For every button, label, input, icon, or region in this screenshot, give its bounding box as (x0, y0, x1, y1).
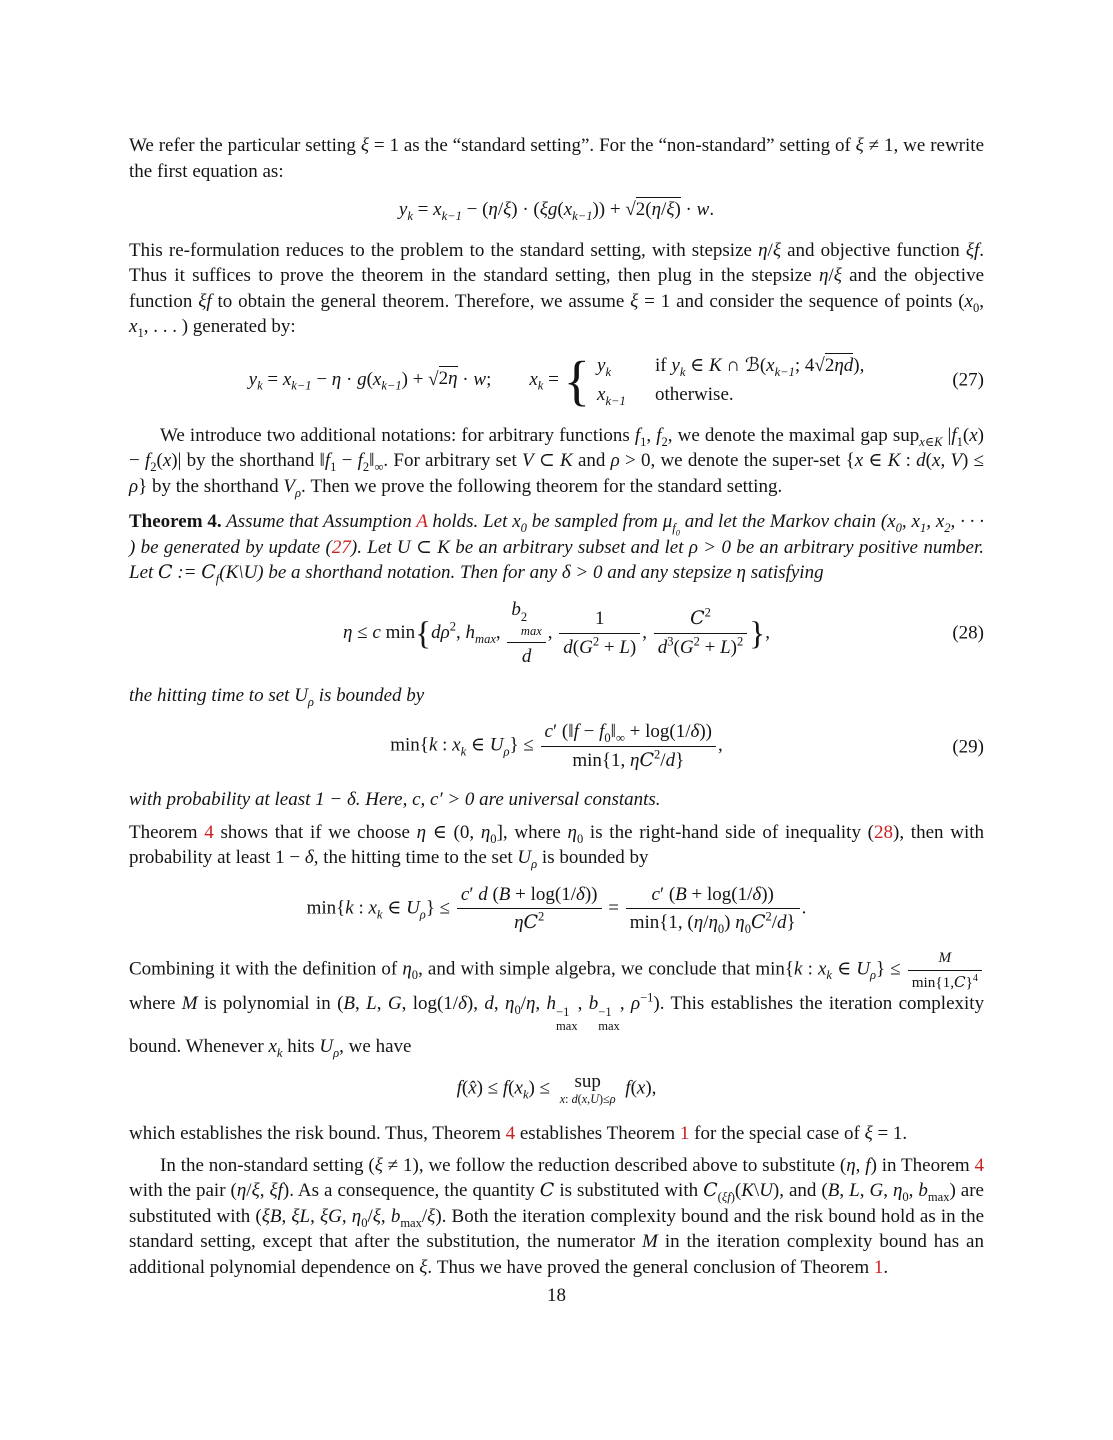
equation-27 (129, 349, 984, 411)
paragraph-nonstandard: In the non-standard setting (ξ ≠ 1), we follow the reduction described above to substitute (η, f) in Theorem 4 with the pair (η/ξ, ξf). As a consequence, the quantity C is substituted with $C_{(\xi f)}(K\backslash U)$, and (B, L, G, $\eta_0$, $b_{max}$) are substituted with (ξB, ξL, ξG, $\eta_0/\xi$, $b_{max}/\xi$). Both the iteration complexity bound and the risk bound hold as in the standard setting, except that after the substitution, the numerator M in the iteration complexity bound has an additional polynomial dependence on ξ. Thus we have proved the general conclusion of Theorem 1. (129, 1154, 985, 1278)
page-number: 18 (547, 1285, 566, 1306)
equation-rewrite-body: $y_k = x_{k-1} - (\eta/\xi) \cdot (\xi g(x_{k-1})) + √2(\eta/\xi) \cdot w$. (398, 199, 715, 223)
paragraph-reformulation: This re-formulation reduces to the problem to the standard setting, with stepsize η/ξ and objective function ξf. Thus it suffices to prove the theorem in the standard setting, then plug in the stepsize η/ξ and the objective function ξf to obtain the general theorem. Therefore, we assume ξ = 1 and consider the sequence of points ($x_0$, $x_1$, . . . ) generated by: (129, 239, 985, 340)
equation-number-27: (27) (952, 369, 984, 391)
theorem-4-text: Assume that Assumption A holds. Let $x_0$ be sampled from $\mu_{f_0}$ and let the Markov chain ($x_0$, $x_1$, $x_2$, · · · ) be generated by update (27). Let U ⊂ K be an arbitrary subset and let ρ > 0 be an arbitrary positive number. Let C := $C_f(K\backslash U)$ be a shorthand notation. Then for any δ > 0 and any stepsize η satisfying (129, 511, 985, 586)
equation-28 (129, 599, 984, 668)
equation-hitting-bound-body: min{k : $x_k$ ∈ $U_\rho$} ≤ $\frac{c' d (B + \log(1/\delta))}{\eta C^2}$ = $\frac{c' (B + \log(1/\delta))}{\min\{1, (\eta/\eta_0) \eta_0C^2/d\}}$ . (306, 883, 807, 937)
equation-28-body: η ≤ c $\min\{d\rho^2$, $h_{max}$, b 2 max d , $\frac{1}{d(G^2 + L)}$ , $\frac{C^2}{d^3(G^2 + L)^2}$ }, (343, 598, 770, 668)
ref-equation-28[interactable]: 28 (874, 821, 893, 843)
paragraph-intro: We refer the particular setting ξ = 1 as the “standard setting”. For the “non-standard” setting of ξ ≠ 1, we rewrite the first equation as: (129, 135, 984, 182)
ref-theorem-4[interactable]: 4 (204, 821, 214, 843)
theorem-4-probability-text: with probability at least 1 − δ. Here, c, c′ > 0 are universal constants. (129, 789, 661, 811)
paragraph-notations: We introduce two additional notations: for arbitrary functions $f_1$, $f_2$, we denote the maximal gap sup$_{x\in K}$ $|f_1(x) - f_2(x)|$ by the shorthand $‖f_1$ − $f_2‖_\infty$. For arbitrary set V ⊂ K and ρ > 0, we denote the super-set {x ∈ K : d(x, V) ≤ ρ} by the shorthand $V_\rho$. Then we prove the following theorem for the standard setting. (129, 424, 985, 500)
theorem-4-statement (129, 509, 984, 586)
equation-number-28: (28) (952, 622, 984, 644)
ref-assumption-a[interactable]: A (416, 511, 428, 533)
paragraph-theorem4-shows: Theorem 4 shows that if we choose η ∈ (0, $\eta_0$], where $\eta_0$ is the right-hand side of inequality (28), then with probability at least 1 − δ, the hitting time to the set $U_\rho$ is bounded by (129, 821, 984, 871)
paragraph-combining: Combining it with the definition of $\eta_0$, and with simple algebra, we conclude that min{k : $x_k$ ∈ $U_\rho$} ≤ $\frac{M}{\min\{1,C\}^4}$ where M is polynomial in (B, L, G, log(1/δ), d, $\eta_0/\eta$, h −1 max , b −1 max , $\rho^{-1}$). This establishes the iteration complexity bound. Whenever $x_k$ hits $U_\rho$, we have (129, 949, 985, 1060)
equation-27-body: $y_k = x_{k-1} - \eta \cdot g(x_{k-1}) + √2\eta \cdot w$; $x_k$ = { $y_k$ if $y_k$ ∈ K ∩ $ℬ(x_{k-1}$; 4√2ηd), $x_{k-1}$ otherwise. (248, 349, 865, 411)
equation-hitting-bound (129, 884, 984, 935)
paragraph-risk-bound: which establishes the risk bound. Thus, Theorem 4 establishes Theorem 1 for the special case of ξ = 1. (129, 1123, 908, 1145)
theorem-4-hitting-text: the hitting time to set $U_\rho$ is bounded by (129, 684, 425, 709)
equation-number-29: (29) (952, 736, 984, 758)
ref-theorem-1[interactable]: 1 (679, 1123, 690, 1145)
ref-equation-27[interactable]: 27 (331, 536, 351, 558)
ref-theorem-4[interactable]: 4 (505, 1123, 516, 1145)
ref-theorem-4[interactable]: 4 (974, 1154, 985, 1176)
equation-risk-body: f(x̂) ≤ $f(x_k)$ ≤ sup x: d(x,U)≤ρ f(x), (456, 1071, 657, 1107)
equation-29 (129, 721, 984, 772)
equation-29-body: min{k : $x_k$ ∈ $U_\rho$} ≤ $\frac{c' (‖f - f_0‖_\infty + \log(1/\delta))}{\min\{1, \eta C^2/d\}}$ , (390, 721, 723, 772)
equation-risk (129, 1072, 984, 1106)
theorem-4-block (129, 509, 984, 813)
ref-theorem-1[interactable]: 1 (873, 1256, 884, 1278)
theorem-4-label: Theorem 4. (129, 511, 222, 533)
equation-rewrite (129, 197, 984, 223)
